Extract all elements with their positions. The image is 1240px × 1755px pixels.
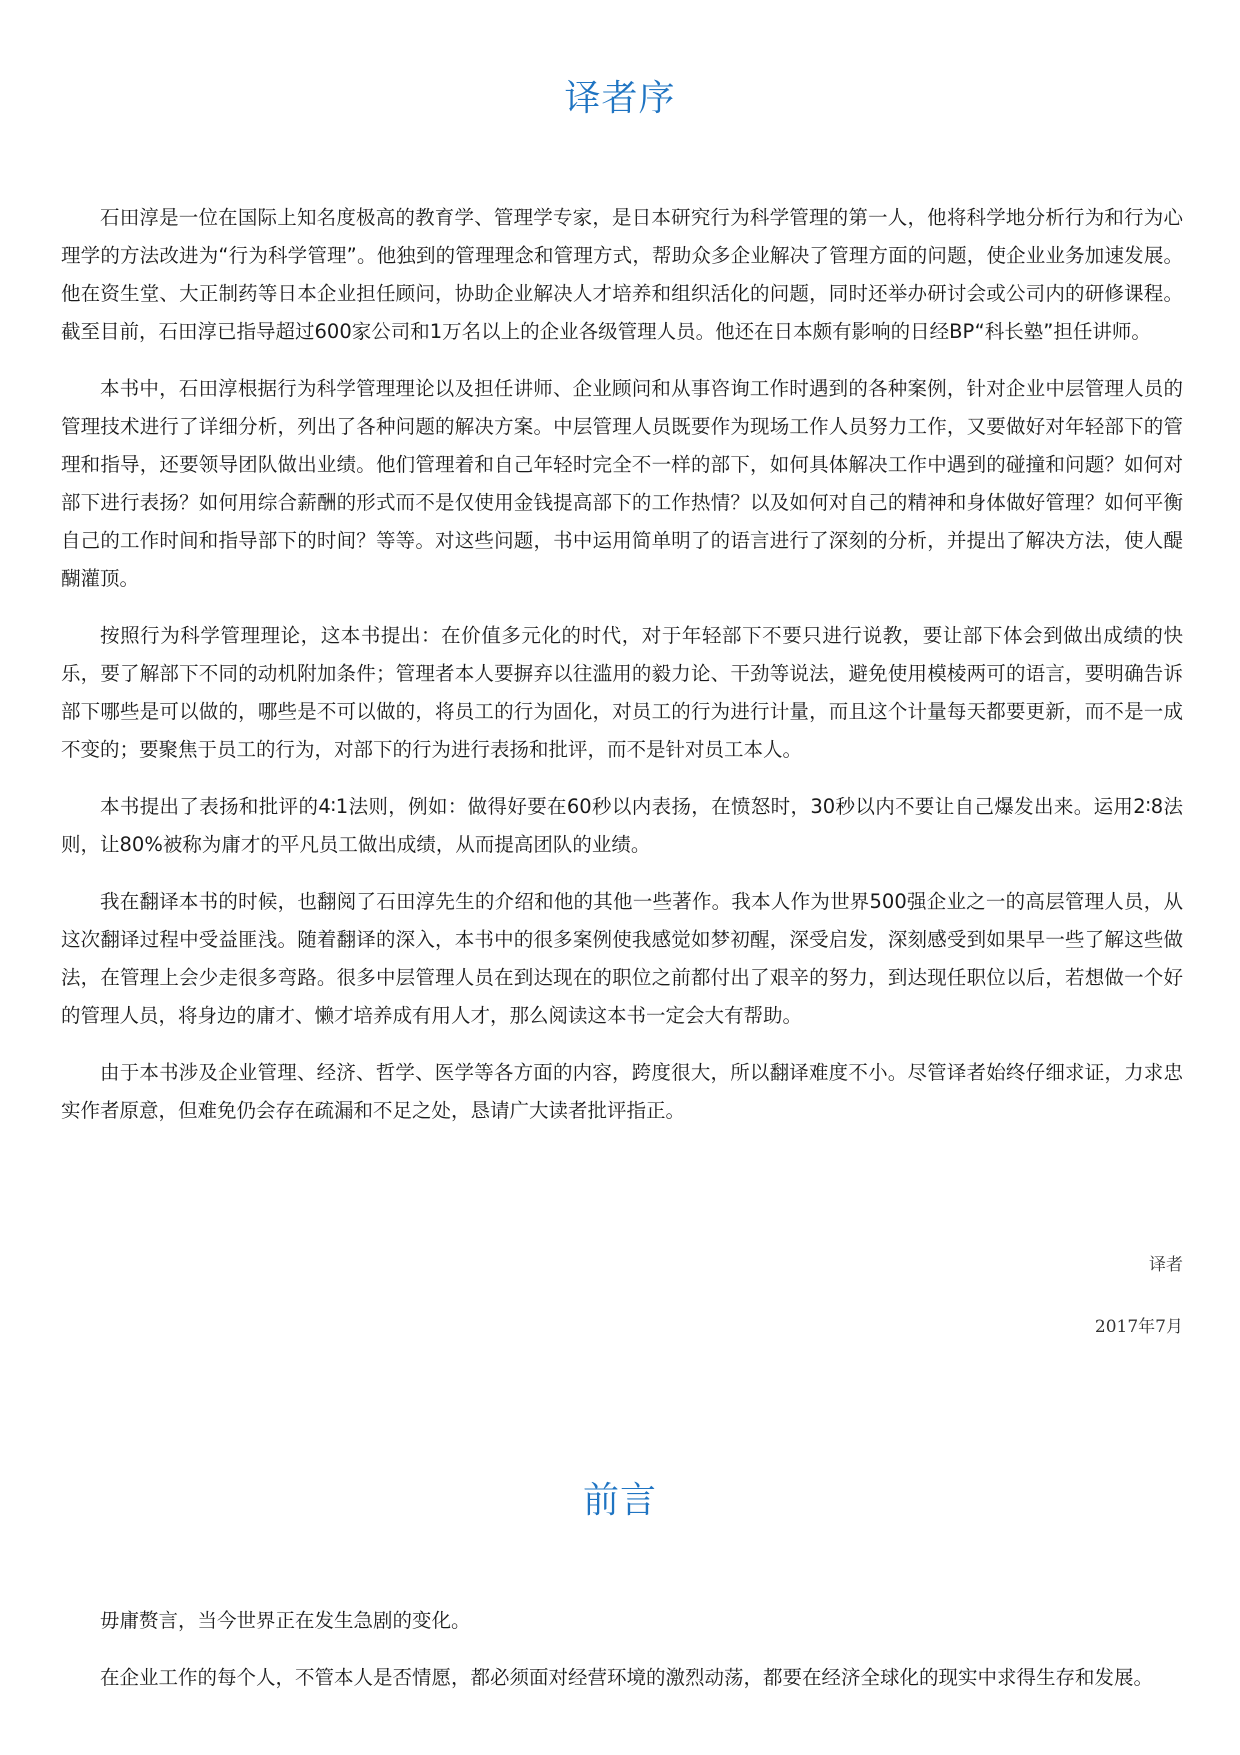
foreword-body [61,1602,1183,1716]
preface-title: 译者序 [564,78,676,119]
foreword-title: 前言 [582,1480,657,1521]
preface-paragraph: 由于本书涉及企业管理、经济、哲学、医学等各方面的内容，跨度很大，所以翻译难度不小。尽管译者始终仔细求证，力求忠实作者原意，但难免仍会存在疏漏和不足之处，恳请广大读者批评指正。 [61,1061,1183,1122]
preface-paragraph: 石田淳是一位在国际上知名度极高的教育学、管理学专家，是日本研究行为科学管理的第一人，他将科学地分析行为和行为心理学的方法改进为“行为科学管理”。他独到的管理理念和管理方式，帮助众多企业解决了管理方面的问题，使企业业务加速发展。他在资生堂、大正制药等日本企业担任顾问，协助企业解决人才培养和组织活化的问题，同时还举办研讨会或公司内的研修课程。截至目前，石田淳已指导超过600家公司和1万名以上的企业各级管理人员。他还在日本颇有影响的日经BP“科长塾”担任讲师。 [61,206,1183,343]
preface-paragraph: 本书提出了表扬和批评的4∶1法则，例如：做得好要在60秒以内表扬，在愤怒时，30秒以内不要让自己爆发出来。运用2∶8法则，让80%被称为庸才的平凡员工做出成绩，从而提高团队的业绩。 [61,795,1183,856]
translator-signature: 译者 [1149,1255,1183,1275]
preface-paragraph: 按照行为科学管理理论，这本书提出：在价值多元化的时代，对于年轻部下不要只进行说教，要让部下体会到做出成绩的快乐，要了解部下不同的动机附加条件；管理者本人要摒弃以往滥用的毅力论、干劲等说法，避免使用模棱两可的语言，要明确告诉部下哪些是可以做的，哪些是不可以做的，将员工的行为固化，对员工的行为进行计量，而且这个计量每天都要更新，而不是一成不变的；要聚焦于员工的行为，对部下的行为进行表扬和批评，而不是针对员工本人。 [61,624,1183,761]
preface-paragraph: 本书中，石田淳根据行为科学管理理论以及担任讲师、企业顾问和从事咨询工作时遇到的各种案例，针对企业中层管理人员的管理技术进行了详细分析，列出了各种问题的解决方案。中层管理人员既要作为现场工作人员努力工作，又要做好对年轻部下的管理和指导，还要领导团队做出业绩。他们管理着和自己年轻时完全不一样的部下，如何具体解决工作中遇到的碰撞和问题？如何对部下进行表扬？如何用综合薪酬的形式而不是仅使用金钱提高部下的工作热情？以及如何对自己的精神和身体做好管理？如何平衡自己的工作时间和指导部下的时间？等等。对这些问题，书中运用简单明了的语言进行了深刻的分析，并提出了解决方法，使人醍醐灌顶。 [61,377,1183,590]
foreword-paragraph: 毋庸赘言，当今世界正在发生急剧的变化。 [100,1609,471,1632]
preface-body [61,199,1183,1149]
preface-paragraph: 我在翻译本书的时候，也翻阅了石田淳先生的介绍和他的其他一些著作。我本人作为世界500强企业之一的高层管理人员，从这次翻译过程中受益匪浅。随着翻译的深入，本书中的很多案例使我感觉如梦初醒，深受启发，深刻感受到如果早一些了解这些做法，在管理上会少走很多弯路。很多中层管理人员在到达现在的职位之前都付出了艰辛的努力，到达现任职位以后，若想做一个好的管理人员，将身边的庸才、懒才培养成有用人才，那么阅读这本书一定会大有帮助。 [61,890,1183,1027]
foreword-paragraph: 在企业工作的每个人，不管本人是否情愿，都必须面对经营环境的激烈动荡，都要在经济全球化的现实中求得生存和发展。 [100,1666,1154,1689]
preface-date: 2017年7月 [1094,1317,1183,1337]
